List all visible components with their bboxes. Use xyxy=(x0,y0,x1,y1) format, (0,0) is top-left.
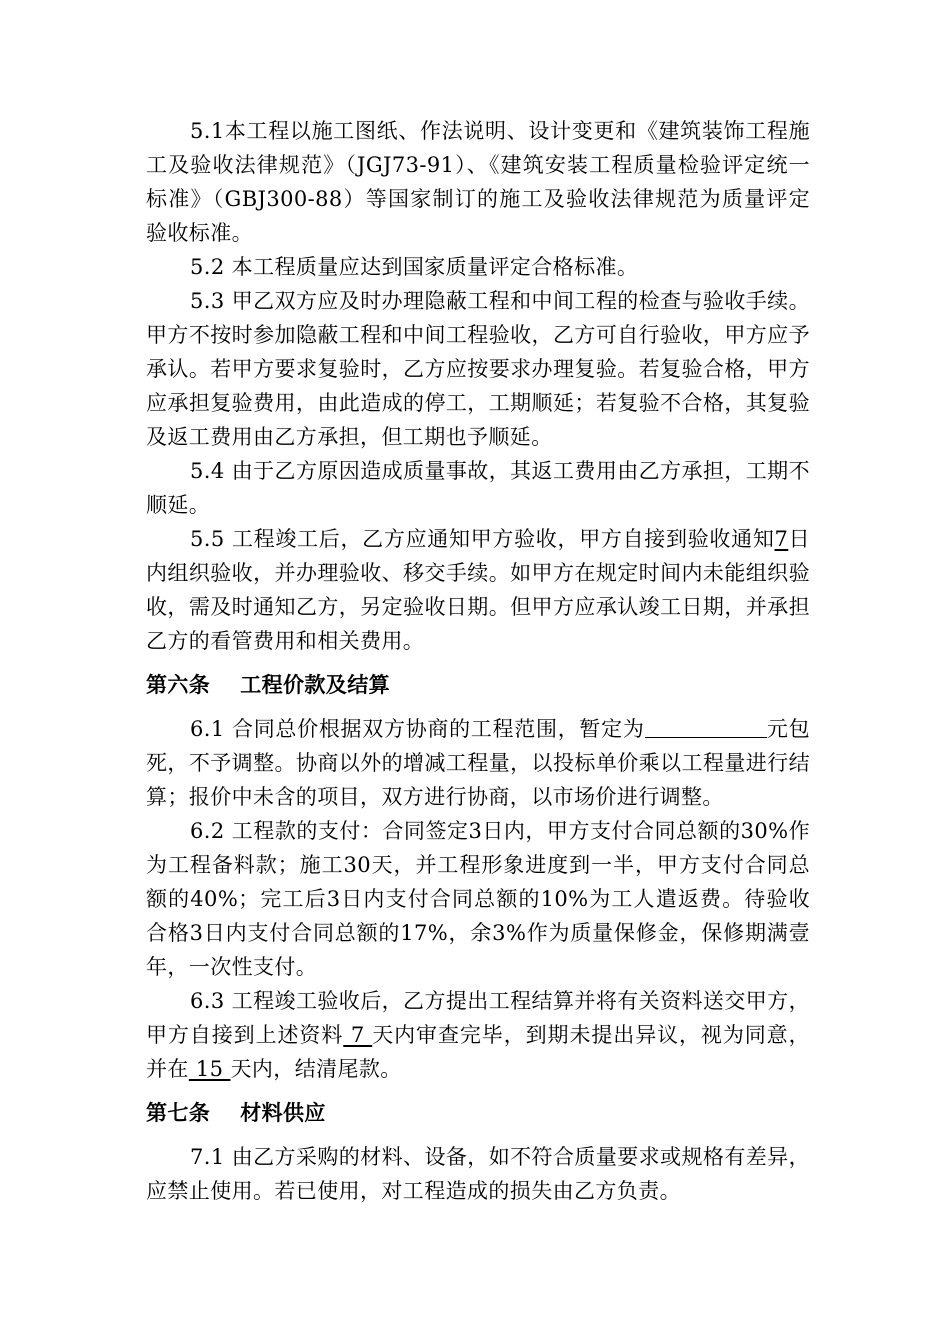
clause-5-4: 5.4 由于乙方原因造成质量事故，其返工费用由乙方承担，工期不顺延。 xyxy=(146,459,810,517)
article-7-number: 第七条 xyxy=(146,1100,211,1125)
article-7-title: 材料供应 xyxy=(240,1100,326,1125)
clause-6-3-text-mid: 天内审查完毕，到期未提出异议，视为同意，并在 xyxy=(146,1023,810,1081)
clause-6-2: 6.2 工程款的支付：合同签定3日内，甲方支付合同总额的30%作为工程备料款；施工30天，并工程形象进度到一半，甲方支付合同总额的40%；完工后3日内支付合同总额的10%为工人遣返费。待验收合格3日内支付合同总额的17%，余3%作为质量保修金，保修期满壹年，一次性支付。 xyxy=(146,819,810,979)
article-6-heading xyxy=(146,668,810,702)
document-page xyxy=(146,114,810,1208)
settlement-days-value: 15 xyxy=(188,1057,231,1081)
article-7-heading xyxy=(146,1096,810,1130)
clause-6-1 xyxy=(146,712,810,814)
clause-5-1: 5.1本工程以施工图纸、作法说明、设计变更和《建筑装饰工程施工及验收法律规范》（JGJ73-91）、《建筑安装工程质量检验评定统一标准》（GBJ300-88）等国家制订的施工及验收法律规范为质量评定验收标准。 xyxy=(146,119,810,245)
clause-5-5 xyxy=(146,522,810,658)
clause-5-3: 5.3 甲乙双方应及时办理隐蔽工程和中间工程的检查与验收手续。甲方不按时参加隐蔽工程和中间工程验收，乙方可自行验收，甲方应予承认。若甲方要求复验时，乙方应按要求办理复验。若复验合格，甲方应承担复验费用，由此造成的停工，工期顺延；若复验不合格，其复验及返工费用由乙方承担，但工期也予顺延。 xyxy=(146,289,810,449)
clause-5-2: 5.2 本工程质量应达到国家质量评定合格标准。 xyxy=(190,255,639,279)
clause-6-3-text-before: 6.3 工程竣工验收后，乙方提出工程结算并将有关资料送交甲方，甲方自接到上述资料 xyxy=(146,989,810,1047)
review-days-value: 7 xyxy=(343,1023,373,1047)
clause-6-3 xyxy=(146,984,810,1086)
clause-5-5-text-before: 5.5 工程竣工后，乙方应通知甲方验收，甲方自接到验收通知 xyxy=(190,527,775,551)
article-6-title: 工程价款及结算 xyxy=(240,672,391,697)
clause-7-1: 7.1 由乙方采购的材料、设备，如不符合质量要求或规格有差异，应禁止使用。若已使用，对工程造成的损失由乙方负责。 xyxy=(146,1145,810,1203)
contract-price-blank xyxy=(645,717,767,738)
acceptance-days-value: 7 xyxy=(774,527,789,551)
clause-6-3-text-after: 天内，结清尾款。 xyxy=(230,1057,402,1081)
clause-5-5-text-after: 日内组织验收，并办理验收、移交手续。如甲方在规定时间内未能组织验收，需及时通知乙方，另定验收日期。但甲方应承认竣工日期，并承担乙方的看管费用和相关费用。 xyxy=(146,527,810,653)
article-6-number: 第六条 xyxy=(146,672,211,697)
clause-6-1-text-before: 6.1 合同总价根据双方协商的工程范围，暂定为 xyxy=(190,717,645,741)
clause-6-1-text-after: 元包死，不予调整。协商以外的增减工程量，以投标单价乘以工程量进行结算；报价中未含的项目，双方进行协商，以市场价进行调整。 xyxy=(146,717,810,809)
